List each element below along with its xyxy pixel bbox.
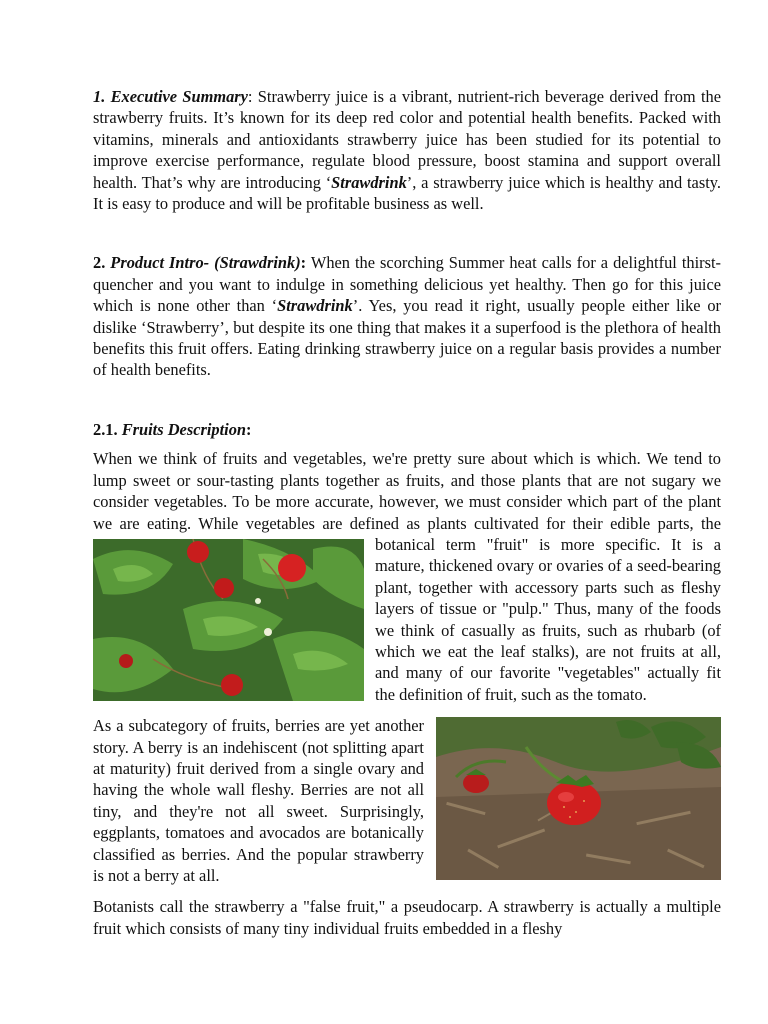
executive-summary-text-a: Strawberry juice is a vibrant, nutrient-rich beverage derived from the strawberry fruits. It’s known for its deep red color and potential health benefits. Packed with vitamins, minerals and antioxidants strawberry juice has been studied for its potential to improve exercise performance, regulate blood pressure, boost stamina and support overall health. That’s why are introducing ‘ — [93, 87, 721, 192]
false-fruit-paragraph-text: Botanists call the strawberry a "false fruit," a pseudocarp. A strawberry is actually a multiple fruit which consists of many tiny individual fruits embedded in a fleshy — [93, 897, 721, 938]
strawberry-plant-photo — [93, 539, 364, 701]
product-intro-paragraph — [93, 252, 721, 380]
false-fruit-paragraph — [93, 896, 721, 939]
executive-summary-colon: : — [247, 87, 253, 106]
fruits-paragraph-text: When we think of fruits and vegetables, we're pretty sure about which is which. We tend to lump sweet or sour-tasting plants together as fruits, and those plants that are not sugary we consider vegetables. To be more accurate, however, we must consider which part of the plant we are eating. While vegetables are defined as plants cultivated for their edible parts, the botanical term "fruit" is more specific. It is a mature, thickened ovary or ovaries of a seed-bearing plant, together with accessory parts such as fleshy layers of tissue or "pulp." Thus, many of the foods we think of casually as fruits, such as rhubarb (of which we eat the leaf stalks), are not fruits at all, and many of our favorite "vegetables" actually fit the definition of fruit, such as the tomato. — [93, 449, 721, 704]
executive-summary-paragraph — [93, 86, 721, 214]
fruits-description-heading — [93, 419, 721, 440]
product-intro-heading: Product Intro- (Strawdrink) — [105, 253, 301, 273]
product-intro-number: 2. — [93, 253, 106, 273]
strawberry-on-mulch-image — [436, 717, 721, 880]
document-page — [93, 86, 721, 939]
product-intro-text-a: When the scorching Summer heat calls for a delightful thirst-quencher and you want to indulge in something delicious yet healthy. Then go for this juice which is none other than ‘ — [93, 253, 721, 316]
fruits-description-title: Fruits Description — [117, 419, 247, 439]
fruits-description-colon: : — [246, 419, 252, 439]
strawberry-plant-image — [93, 539, 364, 701]
fruits-description-number: 2.1. — [93, 419, 118, 439]
brand-name: Strawdrink — [277, 296, 353, 316]
berries-block — [93, 715, 721, 886]
executive-summary-text-b: ’, a strawberry juice which is healthy and tasty. It is easy to produce and will be profitable business as well. — [93, 172, 721, 214]
executive-summary-heading: 1. Executive Summary — [93, 87, 248, 106]
brand-name: Strawdrink — [331, 172, 407, 192]
berries-paragraph-text: As a subcategory of fruits, berries are yet another story. A berry is an indehiscent (not splitting apart at maturity) fruit derived from a single ovary and having the whole wall fleshy. Berries are not all tiny, and they're not all sweet. Surprisingly, eggplants, tomatoes and avocados are botanically classified as berries. And the popular strawberry is not a berry at all. — [93, 716, 424, 885]
product-intro-colon: : — [300, 253, 307, 273]
strawberry-on-mulch-photo — [436, 717, 721, 880]
product-intro-text-b: ’. Yes, you read it right, usually people either like or dislike ‘Strawberry’, but despite its one thing that makes it a superfood is the plethora of health benefits this fruit offers. Eating drinking strawberry juice on a regular basis provides a number of health benefits. — [93, 296, 721, 380]
